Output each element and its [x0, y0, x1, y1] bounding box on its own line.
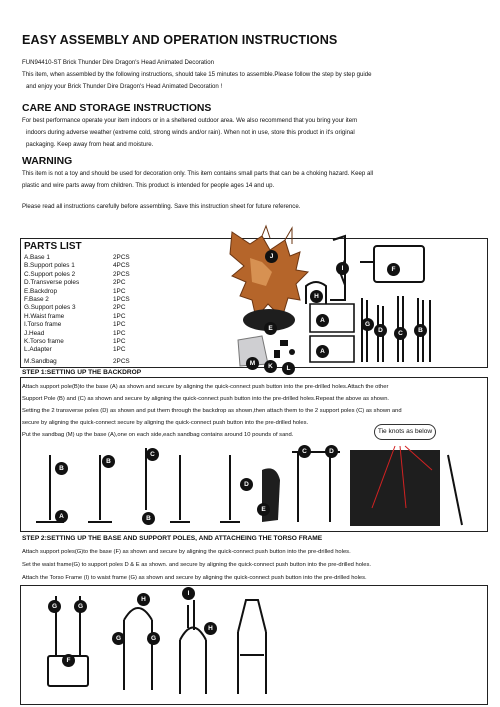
care-line-3: packaging. Keep away from heat and moisture.	[26, 141, 154, 148]
part-qty: 2PC	[113, 304, 126, 312]
step1-line-1: Attach support pole(B)to the base (A) as shown and secure by aligning the quick-connect push button into the pre-drilled holes.Attach the other	[22, 384, 389, 390]
step2-label-H1: H	[137, 593, 150, 606]
step1-label-B3: B	[142, 512, 155, 525]
step1-label-E: E	[257, 503, 270, 516]
page-title: EASY ASSEMBLY AND OPERATION INSTRUCTIONS	[22, 33, 338, 47]
label-D: D	[374, 324, 387, 337]
intro-line-2: and enjoy your Brick Thunder Dire Dragon's Head Animated Decoration !	[26, 83, 223, 90]
model-line: FUN94410-ST Brick Thunder Dire Dragon's Head Animated Decoration	[22, 59, 214, 66]
parts-heading: PARTS LIST	[24, 241, 82, 252]
step1-line-2: Support Pole (B) and (C) as shown and secure by aligning the quick-connect push button into the pre-drilled holes.Repeat the above as shown.	[22, 396, 390, 402]
step1-label-C1: C	[146, 448, 159, 461]
part-name: L.Adapter	[24, 346, 52, 354]
part-name: F.Base 2	[24, 296, 49, 303]
tie-knots-note: Tie knots as below	[374, 424, 436, 440]
part-name: I.Torso frame	[24, 321, 62, 329]
part-qty: 2PC	[113, 279, 126, 287]
step2-label-G3: G	[112, 632, 125, 645]
part-qty: 2PCS	[113, 270, 130, 278]
label-F: F	[387, 263, 400, 276]
part-name: J.Head	[24, 329, 45, 337]
care-line-2: indoors during adverse weather (extreme cold, strong winds and/or rain). When not in use, store this product in it's original	[26, 129, 355, 136]
label-K: K	[264, 360, 277, 373]
step1-line-3: Setting the 2 transverse poles (D) as shown and put them through the backdrop as shown,then attach them to the 2 support poles (C) as shown and	[22, 408, 402, 414]
step2-line-2: Set the waist frame(G) to support poles D & E as shown. and secure by aligning the quick-connect push button into the pre-drilled holes.	[22, 562, 371, 568]
part-qty: 1PC	[113, 321, 126, 329]
label-E: E	[264, 322, 277, 335]
label-A-top: A	[316, 314, 329, 327]
step1-label-D2: D	[325, 445, 338, 458]
step1-label-B2: B	[102, 455, 115, 468]
step1-heading: STEP 1:SETTING UP THE BACKDROP	[22, 369, 142, 376]
part-name: K.Torso frame	[24, 338, 64, 345]
warning-heading: WARNING	[22, 156, 73, 167]
part-name: M.Sandbag	[24, 357, 57, 365]
part-qty: 1PC	[113, 329, 126, 337]
label-B: B	[414, 324, 427, 337]
part-qty: 1PC	[113, 338, 126, 345]
part-name: A.Base 1	[24, 254, 50, 261]
step2-label-G4: G	[147, 632, 160, 645]
step2-label-G1: G	[48, 600, 61, 613]
label-L: L	[282, 362, 295, 375]
step1-label-C2: C	[298, 445, 311, 458]
part-qty: 1PC	[113, 346, 126, 354]
part-name: B.Support poles 1	[24, 262, 75, 270]
step1-label-A: A	[55, 510, 68, 523]
label-A-bottom: A	[316, 345, 329, 358]
part-qty: 1PC	[113, 287, 126, 295]
step1-label-B1: B	[55, 462, 68, 475]
step1-line-4: secure by aligning the quick-connect secure by aligning the quick-connect push button into the pre-drilled holes.	[22, 420, 309, 426]
step2-heading: STEP 2:SETTING UP THE BASE AND SUPPORT POLES, AND ATTACHEING THE TORSO FRAME	[22, 535, 323, 542]
read-note: Please read all instructions carefully before assembling. Save this instruction sheet for future reference.	[22, 203, 301, 210]
care-heading: CARE AND STORAGE INSTRUCTIONS	[22, 103, 212, 114]
label-H: H	[310, 290, 323, 303]
step1-label-D1: D	[240, 478, 253, 491]
part-qty: 1PC	[113, 312, 126, 320]
part-name: E.Backdrop	[24, 287, 58, 295]
step2-label-H2: H	[204, 622, 217, 635]
warning-line-2: plastic and wire parts away from children. This product is intended for people ages 14 and up.	[22, 182, 275, 189]
part-qty: 4PCS	[113, 262, 130, 270]
label-C: C	[394, 327, 407, 340]
step2-label-I: I	[182, 587, 195, 600]
warning-line-1: This item is not a toy and should be used for decoration only. This item contains small parts that can be a choking hazard. Keep all	[22, 170, 374, 177]
intro-line-1: This item, when assembled by the following instructions, should take 15 minutes to assemble.Please follow the step by step guide	[22, 71, 372, 78]
part-name: G.Support poles 3	[24, 304, 76, 312]
label-G: G	[361, 318, 374, 331]
label-J: J	[265, 250, 278, 263]
step2-label-G2: G	[74, 600, 87, 613]
step1-line-5: Put the sandbag (M) up the base (A),one on each side,each sandbag contains around 10 pounds of sand.	[22, 432, 294, 438]
part-name: D.Transverse poles	[24, 279, 80, 287]
step2-line-1: Attach support poles(G)to the base (F) as shown and secure by aligning the quick-connect push button into the pre-drilled holes.	[22, 549, 351, 555]
part-qty: 1PCS	[113, 296, 130, 303]
part-name: H.Waist frame	[24, 312, 65, 320]
step2-line-3: Attach the Torso Frame (I) to waist frame (G) as shown and secure by aligning the quick-connect push button into the pre-drilled holes.	[22, 575, 367, 581]
label-I: I	[336, 262, 349, 275]
label-M: M	[246, 357, 259, 370]
part-qty: 2PCS	[113, 357, 130, 365]
part-qty: 2PCS	[113, 254, 130, 261]
care-line-1: For best performance operate your item indoors or in a sheltered outdoor area. We also recommend that you bring your item	[22, 117, 358, 124]
step2-label-F: F	[62, 654, 75, 667]
part-name: C.Support poles 2	[24, 270, 76, 278]
